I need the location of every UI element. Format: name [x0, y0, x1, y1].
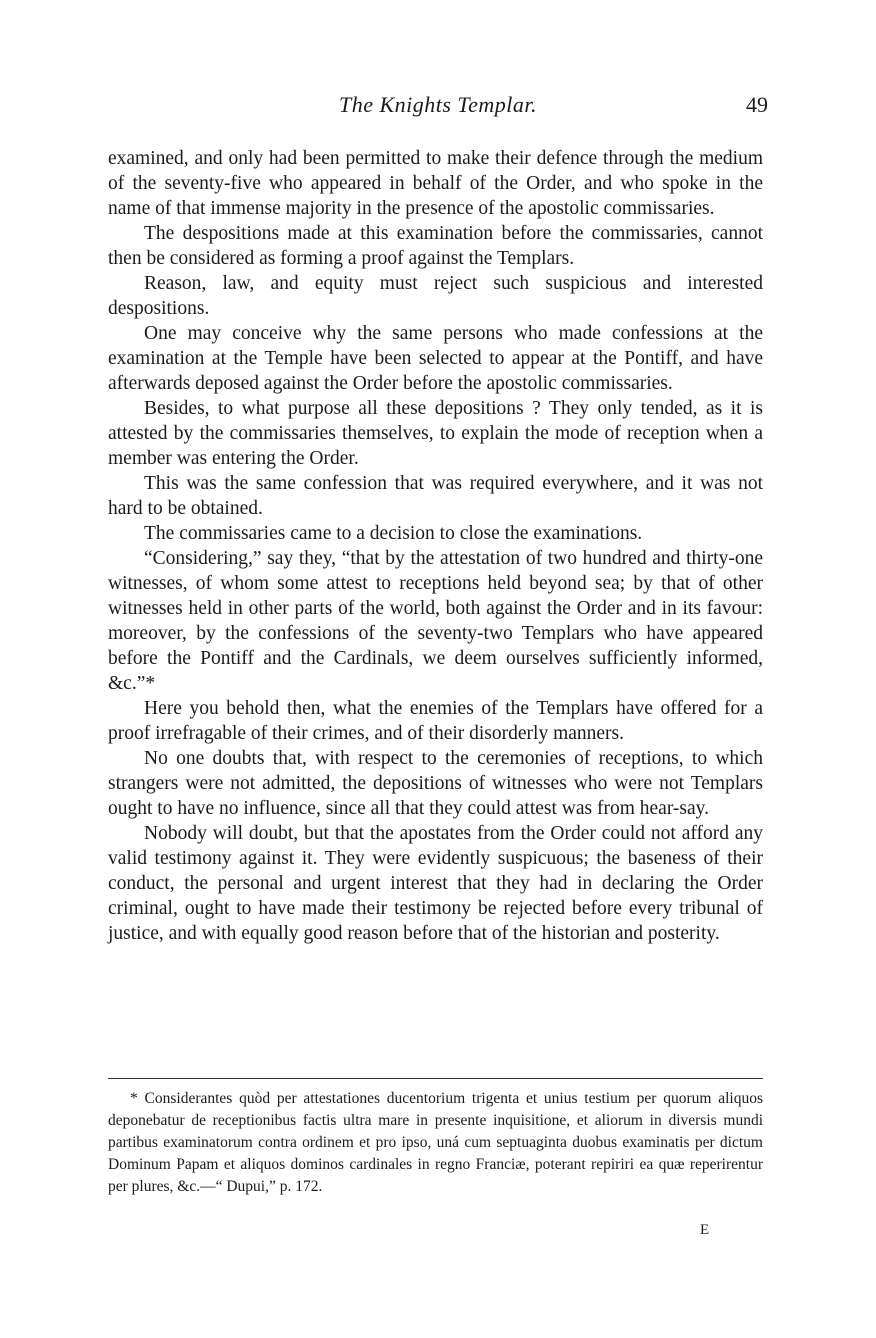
- page-number: 49: [746, 92, 768, 117]
- running-title: The Knights Templar.: [338, 92, 538, 117]
- paragraph: examined, and only had been permitted to make their defence through the medium of the seventy-five who appeared in behalf of the Order, and who spoke in the name of that immense majority in the presence of the apostolic commissaries.: [108, 148, 763, 219]
- footnote-text: * Considerantes quòd per attestationes ducentorium trigenta et unius testium per quorum aliquos deponebatur de receptionibus factis ultra mare in presente inquisitione, et aliorum in diversis mundi partibus examinatorum contra ordinem et pro ipso, uná cum septuaginta duobus examinatis per dictum Dominum Papam et aliquos dominos cardinales in regno Franciæ, poterant repiriri ea quæ reperirentur per plures, &c.—“ Dupui,” p. 172.: [108, 1090, 763, 1195]
- footnote: [108, 1088, 763, 1198]
- footnote-divider: [108, 1078, 763, 1079]
- paragraph: This was the same confession that was required everywhere, and it was not hard to be obtained.: [108, 473, 763, 519]
- body-text: [108, 146, 763, 946]
- paragraph: No one doubts that, with respect to the ceremonies of receptions, to which strangers were not admitted, the depositions of witnesses who were not Templars ought to have no influence, since all that they could attest was from hear-say.: [108, 748, 763, 819]
- paragraph: The commissaries came to a decision to close the examinations.: [144, 523, 643, 544]
- paragraph: “Considering,” say they, “that by the attestation of two hundred and thirty-one witnesses, of whom some attest to receptions held beyond sea; by that of other witnesses held in other parts of the world, both against the Order and in its favour: moreover, by the confessions of the seventy-two Templars who have appeared before the Pontiff and the Cardinals, we deem ourselves sufficiently informed, &c.”*: [108, 548, 763, 694]
- paragraph: Nobody will doubt, but that the apostates from the Order could not afford any valid testimony against it. They were evidently suspicuous; the baseness of their conduct, the personal and urgent interest that they had in declaring the Order criminal, ought to have made their testimony be rejected before every tribunal of justice, and with equally good reason before that of the historian and posterity.: [108, 823, 763, 944]
- paragraph: One may conceive why the same persons who made confessions at the examination at the Temple have been selected to appear at the Pontiff, and have afterwards deposed against the Order before the apostolic commissaries.: [108, 323, 763, 394]
- paragraph: The despositions made at this examination before the commissaries, cannot then be considered as forming a proof against the Templars.: [108, 223, 763, 269]
- paragraph: Reason, law, and equity must reject such suspicious and interested despositions.: [108, 273, 763, 319]
- page-header: [108, 92, 768, 122]
- signature-mark: E: [700, 1222, 710, 1238]
- paragraph: Here you behold then, what the enemies of the Templars have offered for a proof irrefragable of their crimes, and of their disorderly manners.: [108, 698, 763, 744]
- paragraph: Besides, to what purpose all these depositions ? They only tended, as it is attested by the commissaries themselves, to explain the mode of reception when a member was entering the Order.: [108, 398, 763, 469]
